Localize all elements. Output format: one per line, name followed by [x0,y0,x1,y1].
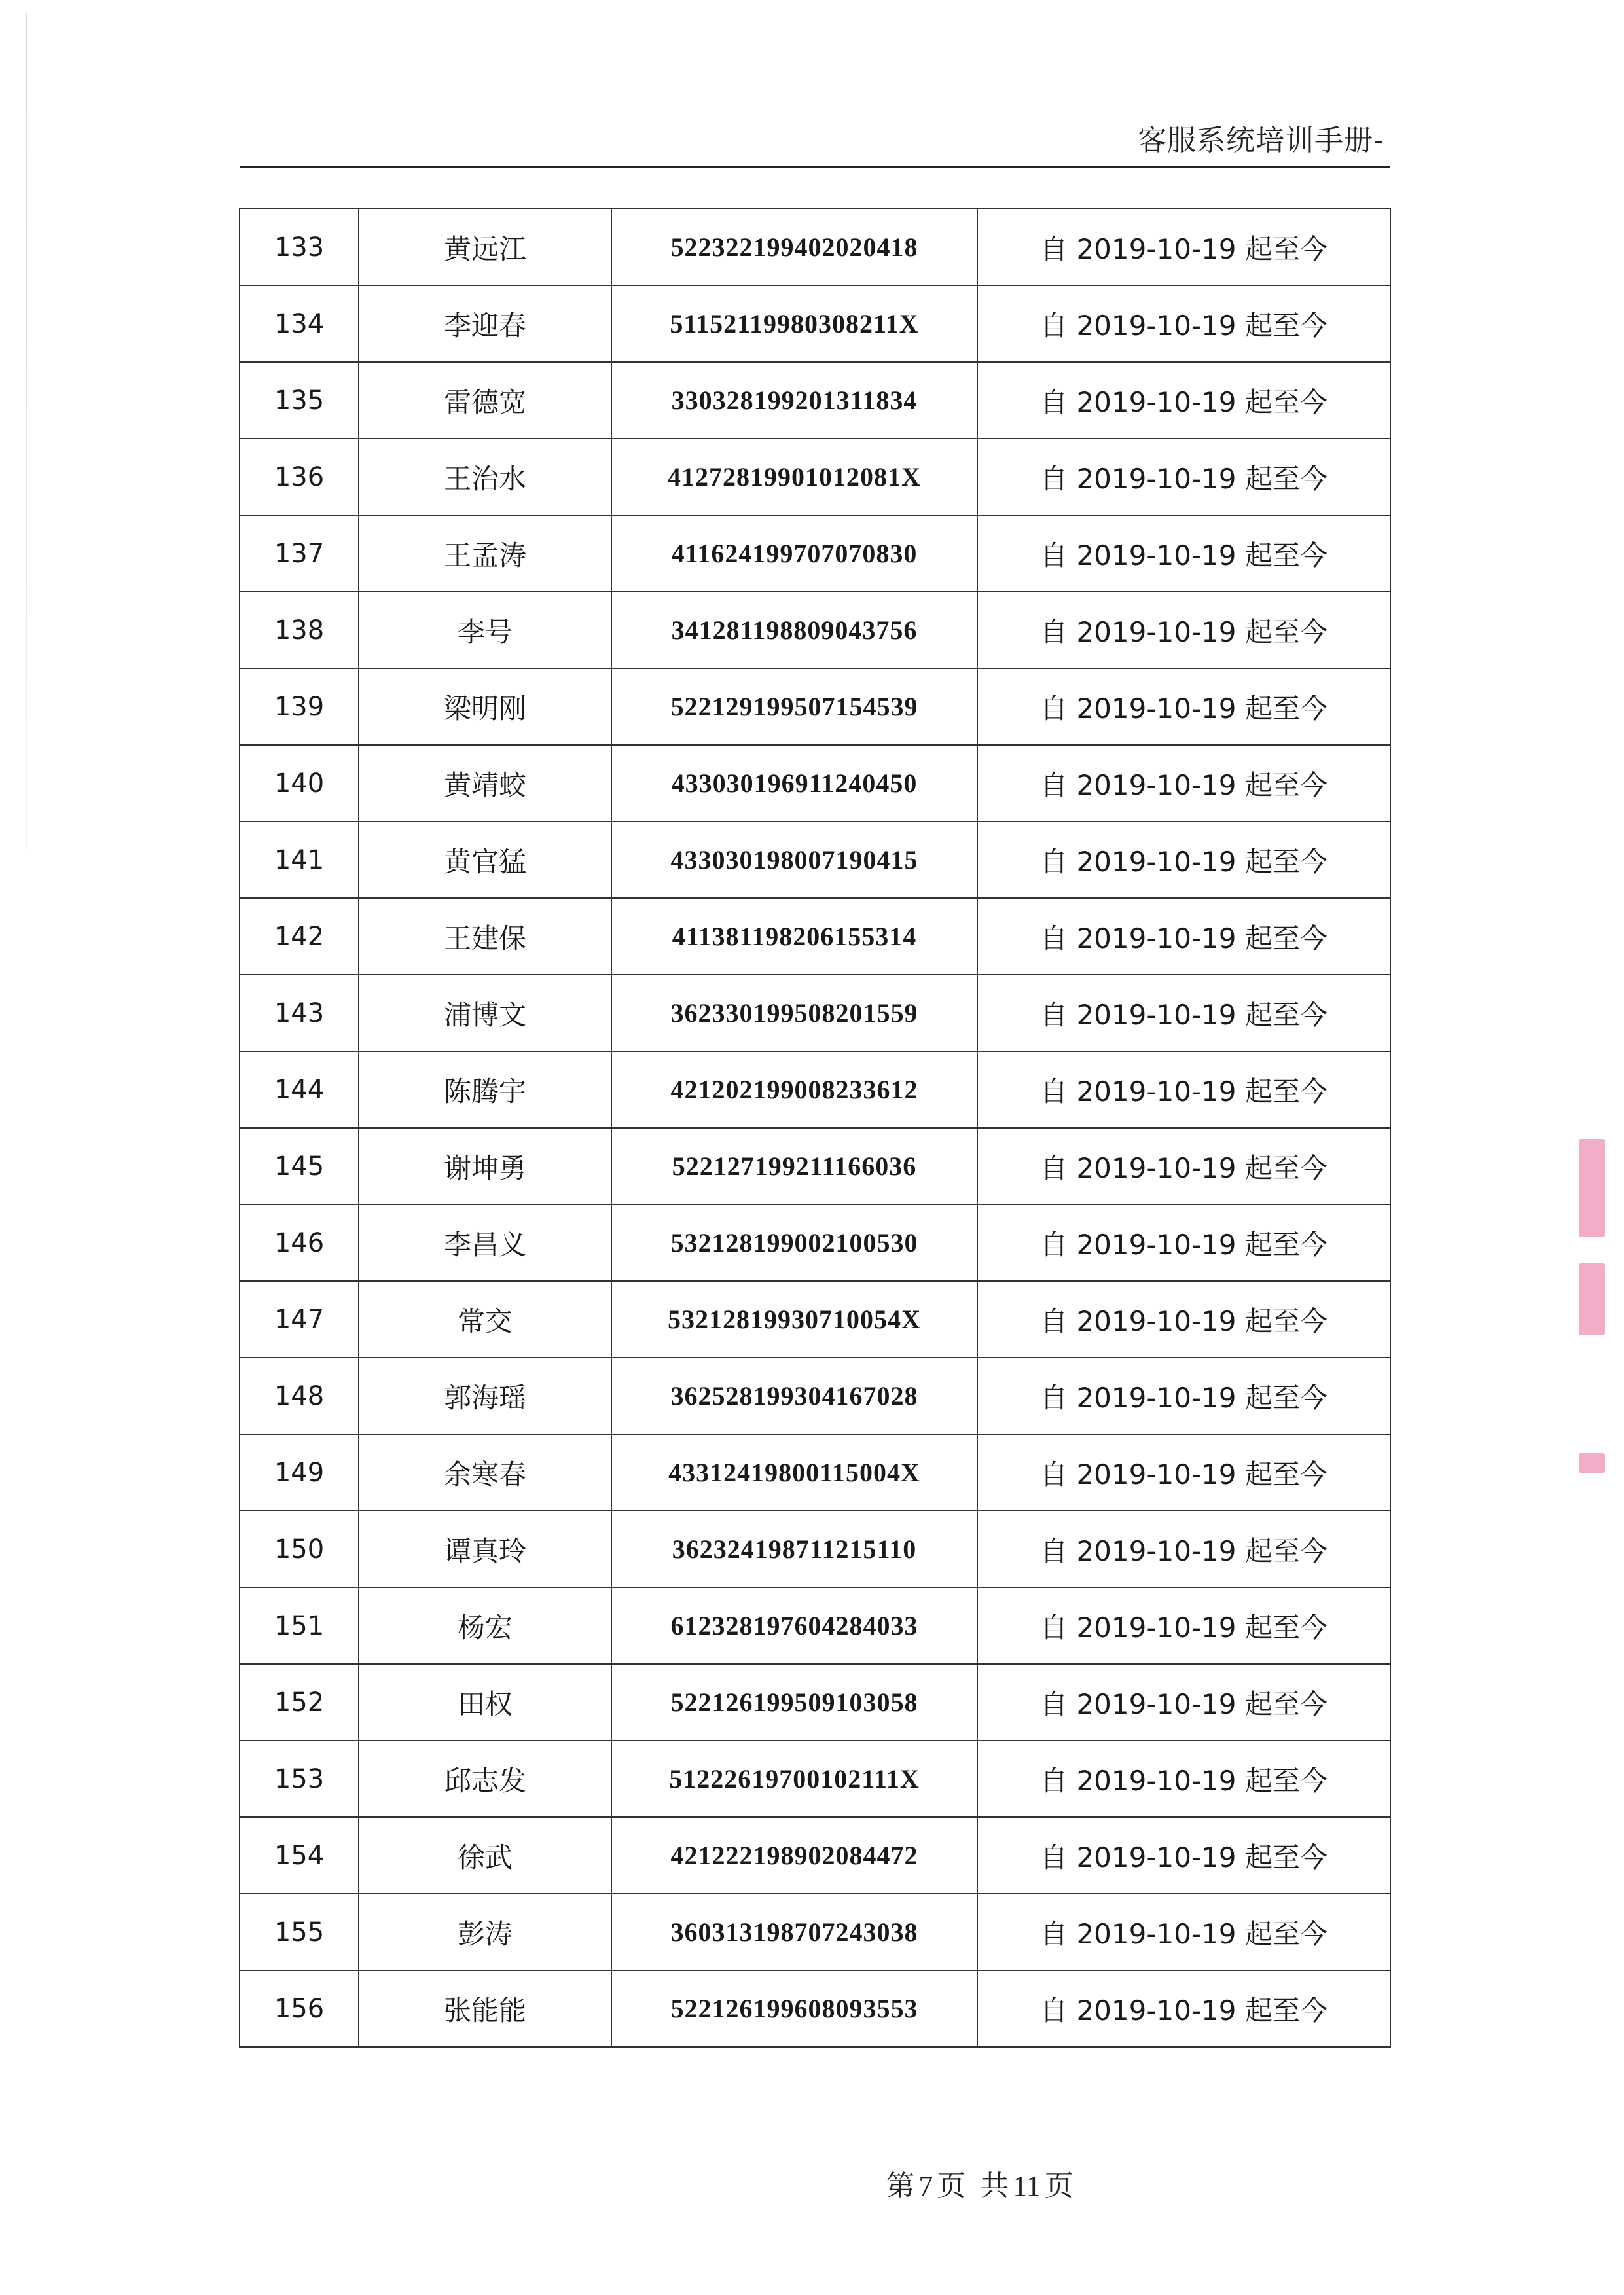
id-number: 362330199508201559 [611,975,977,1051]
table-row [240,1434,1390,1511]
person-name: 常交 [359,1281,611,1358]
person-name: 田权 [359,1664,611,1741]
table-row [240,362,1390,439]
row-number: 144 [240,1051,359,1128]
person-name: 杨宏 [359,1587,611,1664]
service-period: 自 2019-10-19 起至今 [977,439,1390,515]
table-row [240,1511,1390,1587]
table-row [240,1817,1390,1894]
row-number: 151 [240,1587,359,1664]
id-number: 433030198007190415 [611,822,977,898]
id-number: 522322199402020418 [611,209,977,285]
person-name: 王建保 [359,898,611,975]
table-row [240,1894,1390,1970]
service-period: 自 2019-10-19 起至今 [977,285,1390,362]
table-row [240,1128,1390,1204]
total-suffix: 页 [1044,2170,1074,2202]
row-number: 135 [240,362,359,439]
person-name: 李号 [359,592,611,668]
row-number: 137 [240,515,359,592]
id-number: 360313198707243038 [611,1894,977,1970]
service-period: 自 2019-10-19 起至今 [977,1281,1390,1358]
roster-table-body [240,209,1390,2047]
person-name: 谭真玲 [359,1511,611,1587]
table-row [240,1587,1390,1664]
table-row [240,209,1390,285]
table-row [240,1664,1390,1741]
id-number: 522129199507154539 [611,668,977,745]
id-number: 362528199304167028 [611,1358,977,1434]
table-row [240,745,1390,822]
row-number: 141 [240,822,359,898]
service-period: 自 2019-10-19 起至今 [977,975,1390,1051]
service-period: 自 2019-10-19 起至今 [977,898,1390,975]
person-name: 黄靖蛟 [359,745,611,822]
row-number: 142 [240,898,359,975]
person-name: 谢坤勇 [359,1128,611,1204]
service-period: 自 2019-10-19 起至今 [977,1511,1390,1587]
service-period: 自 2019-10-19 起至今 [977,1587,1390,1664]
person-name: 王治水 [359,439,611,515]
table-row [240,439,1390,515]
id-number: 411624199707070830 [611,515,977,592]
service-period: 自 2019-10-19 起至今 [977,668,1390,745]
row-number: 152 [240,1664,359,1741]
person-name: 黄远江 [359,209,611,285]
red-seal-stamp-edge [1568,1139,1608,1492]
row-number: 146 [240,1204,359,1281]
id-number: 421202199008233612 [611,1051,977,1128]
page-footer [0,2162,1624,2204]
document-header-title: 客服系统培训手册- [1138,124,1384,157]
id-number: 522126199509103058 [611,1664,977,1741]
id-number: 53212819930710054X [611,1281,977,1358]
id-number: 51222619700102111X [611,1741,977,1817]
row-number: 139 [240,668,359,745]
service-period: 自 2019-10-19 起至今 [977,1970,1390,2047]
row-number: 148 [240,1358,359,1434]
service-period: 自 2019-10-19 起至今 [977,592,1390,668]
id-number: 362324198711215110 [611,1511,977,1587]
id-number: 522127199211166036 [611,1128,977,1204]
row-number: 155 [240,1894,359,1970]
person-name: 郭海瑶 [359,1358,611,1434]
person-name: 李昌义 [359,1204,611,1281]
total-pages: 11 [1013,2170,1041,2202]
row-number: 147 [240,1281,359,1358]
id-number: 41272819901012081X [611,439,977,515]
service-period: 自 2019-10-19 起至今 [977,1741,1390,1817]
id-number: 51152119980308211X [611,285,977,362]
table-row [240,515,1390,592]
table-row [240,668,1390,745]
page-suffix: 页 [937,2170,966,2202]
table-row [240,898,1390,975]
person-name: 张能能 [359,1970,611,2047]
row-number: 156 [240,1970,359,2047]
person-name: 余寒春 [359,1434,611,1511]
row-number: 154 [240,1817,359,1894]
table-row [240,1358,1390,1434]
row-number: 140 [240,745,359,822]
person-name: 彭涛 [359,1894,611,1970]
id-number: 532128199002100530 [611,1204,977,1281]
page-number: 7 [918,2170,933,2202]
service-period: 自 2019-10-19 起至今 [977,822,1390,898]
row-number: 133 [240,209,359,285]
table-row [240,1741,1390,1817]
row-number: 143 [240,975,359,1051]
row-number: 138 [240,592,359,668]
row-number: 153 [240,1741,359,1817]
service-period: 自 2019-10-19 起至今 [977,1894,1390,1970]
person-name: 陈腾宇 [359,1051,611,1128]
table-row [240,822,1390,898]
person-name: 徐武 [359,1817,611,1894]
header-divider [240,166,1390,168]
id-number: 341281198809043756 [611,592,977,668]
row-number: 150 [240,1511,359,1587]
table-row [240,285,1390,362]
service-period: 自 2019-10-19 起至今 [977,1434,1390,1511]
table-row [240,1970,1390,2047]
table-row [240,1204,1390,1281]
service-period: 自 2019-10-19 起至今 [977,1051,1390,1128]
person-name: 梁明刚 [359,668,611,745]
service-period: 自 2019-10-19 起至今 [977,745,1390,822]
table-row [240,592,1390,668]
service-period: 自 2019-10-19 起至今 [977,362,1390,439]
person-name: 雷德宽 [359,362,611,439]
id-number: 330328199201311834 [611,362,977,439]
service-period: 自 2019-10-19 起至今 [977,1204,1390,1281]
person-name: 邱志发 [359,1741,611,1817]
id-number: 43312419800115004X [611,1434,977,1511]
total-prefix: 共 [980,2170,1009,2202]
person-name: 黄官猛 [359,822,611,898]
row-number: 136 [240,439,359,515]
page-prefix: 第 [886,2170,915,2202]
id-number: 612328197604284033 [611,1587,977,1664]
table-row [240,1281,1390,1358]
person-name: 李迎春 [359,285,611,362]
person-name: 王孟涛 [359,515,611,592]
scan-edge-line [26,13,27,851]
id-number: 421222198902084472 [611,1817,977,1894]
row-number: 149 [240,1434,359,1511]
id-number: 522126199608093553 [611,1970,977,2047]
staff-roster-table [239,208,1391,2048]
service-period: 自 2019-10-19 起至今 [977,1817,1390,1894]
service-period: 自 2019-10-19 起至今 [977,515,1390,592]
id-number: 411381198206155314 [611,898,977,975]
row-number: 145 [240,1128,359,1204]
service-period: 自 2019-10-19 起至今 [977,1358,1390,1434]
table-row [240,975,1390,1051]
row-number: 134 [240,285,359,362]
table-row [240,1051,1390,1128]
service-period: 自 2019-10-19 起至今 [977,1128,1390,1204]
id-number: 433030196911240450 [611,745,977,822]
service-period: 自 2019-10-19 起至今 [977,209,1390,285]
service-period: 自 2019-10-19 起至今 [977,1664,1390,1741]
person-name: 浦博文 [359,975,611,1051]
